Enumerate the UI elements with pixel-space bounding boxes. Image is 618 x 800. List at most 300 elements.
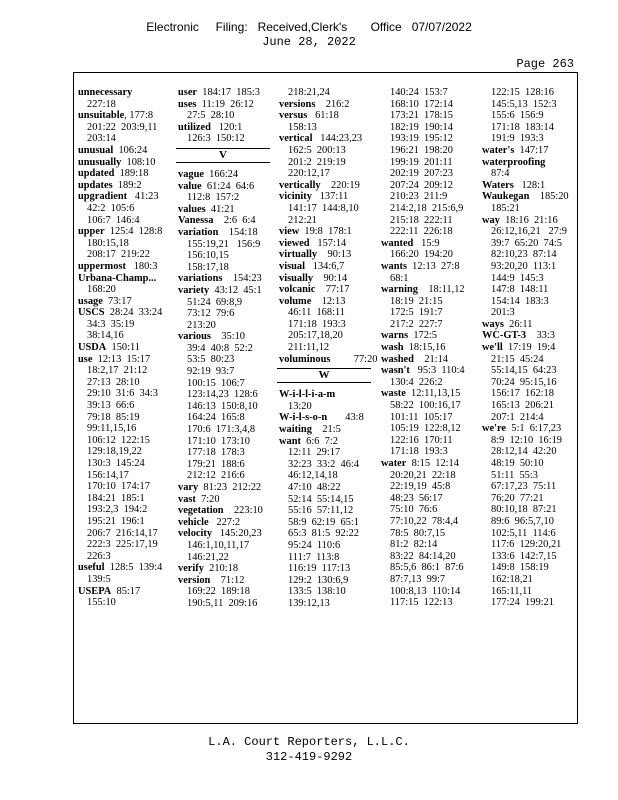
page-line-refs-continued <box>381 597 465 609</box>
page-line-refs: 117:15 122:13 <box>390 597 453 609</box>
page-line-refs: 85:17 <box>111 585 141 597</box>
page-line-refs: 39:7 65:20 74:5 <box>491 237 563 249</box>
page-line-refs-continued <box>381 574 465 586</box>
page-line-refs: 120:1 <box>210 121 243 133</box>
index-term: unsuitable <box>78 110 125 122</box>
page-line-refs-continued <box>482 99 569 111</box>
page-line-refs: 129:2 130:6,9 <box>288 574 349 586</box>
page-line-refs: 28:12,14 42:20 <box>491 446 557 458</box>
index-column-1 <box>78 87 162 609</box>
page-line-refs-continued <box>78 238 162 250</box>
index-entry <box>381 342 465 354</box>
index-entry <box>78 157 162 169</box>
index-entry <box>279 226 377 238</box>
page-line-refs: 77:20 <box>330 353 378 365</box>
page-line-refs: 95:24 110:6 <box>288 539 341 551</box>
page-line-refs: 58:9 62:19 65:1 <box>288 516 360 528</box>
page-line-refs-continued <box>78 377 162 389</box>
index-entry <box>78 226 162 238</box>
page-line-refs: 112:8 157:2 <box>187 192 240 204</box>
index-term: vertical <box>279 133 313 145</box>
page-line-refs: 105:19 122:8,12 <box>390 423 461 435</box>
page-line-refs-continued <box>78 215 162 227</box>
page-line-refs-continued <box>381 435 465 447</box>
page-line-refs-continued <box>482 516 569 528</box>
index-entry <box>178 517 270 529</box>
page-line-refs-continued <box>178 133 270 145</box>
page-line-refs: 41:23 <box>127 191 159 203</box>
page-line-refs: 207:24 209:12 <box>390 179 453 191</box>
page-line-refs-continued <box>381 516 465 528</box>
index-term: waiting <box>279 424 312 436</box>
page-line-refs: 126:3 150:12 <box>187 133 245 145</box>
reporter-phone: 312-419-9292 <box>265 750 353 764</box>
index-term: unusually <box>78 156 122 168</box>
page-line-refs: 205:17,18,20 <box>288 330 343 342</box>
index-entry <box>381 458 465 470</box>
page-line-refs-continued <box>381 319 465 331</box>
page-line-refs: 39:4 40:8 52:2 <box>187 342 253 354</box>
index-term: vague <box>178 168 204 180</box>
index-term: unusual <box>78 144 114 156</box>
page-line-refs-continued <box>381 307 465 319</box>
index-entry <box>178 215 270 227</box>
page-line-refs: 128:5 139:4 <box>104 562 163 574</box>
page-line-refs-continued <box>78 133 162 145</box>
page-line-refs-continued <box>78 597 162 609</box>
index-term: wasn't <box>381 365 410 377</box>
page-line-refs: 177:18 178:3 <box>187 447 245 459</box>
page-line-refs: 165:11,11 <box>491 585 533 597</box>
page-line-refs-continued <box>178 250 270 262</box>
page-line-refs-continued <box>178 354 270 366</box>
page-line-refs: 145:20,23 <box>212 528 262 540</box>
page-line-refs: 207:1 214:4 <box>491 411 544 423</box>
index-term: W-i-l-s-o-n <box>279 412 328 424</box>
page-line-refs: 87:7,13 99:7 <box>390 573 446 585</box>
page-line-refs: 218:21,24 <box>288 87 330 98</box>
page-line-refs: 5:1 6:17,23 <box>506 423 562 435</box>
index-entry <box>178 505 270 517</box>
page-line-refs-continued <box>279 122 377 134</box>
index-entry <box>482 180 569 192</box>
index-term: variation <box>178 226 219 238</box>
page-line-refs: 179:21 188:6 <box>187 458 245 470</box>
page-line-refs-continued <box>381 168 465 180</box>
page-line-refs-continued <box>482 481 569 493</box>
page-line-refs: 170:6 171:3,4,8 <box>187 424 256 436</box>
index-entry <box>279 133 377 145</box>
index-entry <box>178 273 270 285</box>
page-line-refs-continued <box>178 598 270 610</box>
index-entry <box>78 145 162 157</box>
page-line-refs: 157:14 <box>309 237 347 249</box>
index-column-5 <box>482 87 569 609</box>
page-line-refs-continued <box>78 122 162 134</box>
page-line-refs: 154:23 <box>222 273 262 285</box>
page-line-refs-continued <box>482 87 569 99</box>
page-line-refs: 95:3 110:4 <box>409 365 465 377</box>
index-term: vehicle <box>178 516 209 528</box>
page-line-refs: 117:6 129:20,21 <box>491 539 562 551</box>
page-line-refs-continued <box>178 586 270 598</box>
page-line-refs: 158:17,18 <box>187 261 229 273</box>
page-line-refs: 55:16 57:11,12 <box>288 505 354 517</box>
page-line-refs-continued <box>381 586 465 598</box>
page-line-refs: 201:3 <box>491 307 515 319</box>
page-line-refs: 35:10 <box>210 331 245 343</box>
page-line-refs: 166:24 <box>203 168 239 180</box>
page-line-refs: 171:18 183:14 <box>491 121 554 133</box>
index-term: W-i-l-l-i-a-m <box>279 389 336 401</box>
page-line-refs-continued <box>482 377 569 389</box>
page-line-refs: 48:19 50:10 <box>491 458 544 469</box>
page-line-refs-continued <box>482 400 569 412</box>
page-line-refs: 139:5 <box>87 573 111 585</box>
index-entry <box>381 388 465 400</box>
page-line-refs: 130:3 145:24 <box>87 458 145 469</box>
index-entry <box>482 423 569 435</box>
page-line-refs: 34:3 35:19 <box>87 318 135 330</box>
page-line-refs-continued <box>381 504 465 516</box>
page-line-refs-continued <box>279 494 377 506</box>
page-line-refs: 133:6 142:7,15 <box>491 550 557 562</box>
page-line-refs: 212:21 <box>288 214 317 226</box>
page-line-refs: 43:8 <box>327 412 364 424</box>
index-term: washed <box>381 353 414 365</box>
index-term: various <box>178 331 211 343</box>
page-line-refs: 12:13 <box>311 295 346 307</box>
page-line-refs: 210:23 211:9 <box>390 191 448 203</box>
index-term: version <box>178 574 211 586</box>
index-term: way <box>482 214 500 226</box>
page-line-refs-continued <box>279 540 377 552</box>
index-entry <box>78 354 162 366</box>
page-line-refs-continued <box>78 481 162 493</box>
page-line-refs: 180:15,18 <box>87 237 129 249</box>
page-line-refs-continued <box>482 168 569 180</box>
page-line-refs-continued <box>381 273 465 285</box>
page-line-refs: 38:14,16 <box>87 330 124 342</box>
index-entry <box>78 168 162 180</box>
page-line-refs-continued <box>279 586 377 598</box>
index-term: upgradient <box>78 191 128 203</box>
page-line-refs: 149:8 158:19 <box>491 562 549 574</box>
page-line-refs: 70:24 95:15,16 <box>491 376 557 388</box>
page-line-refs-continued <box>482 110 569 122</box>
page-line-refs: 102:5,11 114:6 <box>491 527 556 539</box>
page-line-refs-continued <box>78 516 162 528</box>
index-term: water's <box>482 144 515 156</box>
page-line-refs-continued <box>381 133 465 145</box>
index-term: wants <box>381 260 407 272</box>
page-line-refs: 21:15 45:24 <box>491 353 544 365</box>
page-line-refs: 201:2 219:19 <box>288 156 346 168</box>
page-line-refs: 65:3 81:5 92:22 <box>288 528 360 540</box>
page-line-refs: 21:14 <box>413 353 448 365</box>
page-line-refs-continued <box>279 482 377 494</box>
index-term: updated <box>78 168 115 180</box>
page-line-refs-continued <box>178 552 270 564</box>
page-line-refs-continued <box>279 459 377 471</box>
index-entry <box>279 284 377 296</box>
page-line-refs-continued <box>482 203 569 215</box>
page-line-refs-continued <box>279 470 377 482</box>
page-line-refs-continued <box>178 470 270 482</box>
page-line-refs: 47:10 48:22 <box>288 482 341 493</box>
index-entry <box>279 110 377 122</box>
page-line-refs: 12:13 27:8 <box>406 260 460 272</box>
page-line-refs: 46:12,14,18 <box>288 470 338 482</box>
page-line-refs: 61:18 <box>307 110 339 122</box>
index-term: we're <box>482 423 507 435</box>
page-line-refs-continued <box>482 307 569 319</box>
page-line-refs-continued <box>78 388 162 400</box>
page-line-refs-continued <box>482 122 569 134</box>
page-line-refs: 168:10 172:14 <box>390 98 453 110</box>
index-entry <box>279 238 377 250</box>
page-line-refs-continued <box>482 354 569 366</box>
page-line-refs: 18:16 21:16 <box>499 214 558 226</box>
page-line-refs-continued <box>279 319 377 331</box>
page-line-refs: 51:11 55:3 <box>491 469 538 481</box>
page-line-refs: 195:21 196:1 <box>87 515 145 527</box>
page-line-refs: 180:3 <box>125 260 158 272</box>
page-line-refs: 137:11 <box>311 191 349 203</box>
index-entry <box>381 238 465 250</box>
page-line-refs-continued <box>178 412 270 424</box>
page-line-refs: 122:15 128:16 <box>491 87 554 98</box>
page-line-refs: 222:3 225:17,19 <box>87 539 158 551</box>
page-line-refs-continued <box>279 563 377 575</box>
page-line-refs: 8:9 12:10 16:19 <box>491 434 563 446</box>
page-line-refs: 12:11,13,15 <box>405 388 461 400</box>
page-line-refs-continued <box>279 307 377 319</box>
page-line-refs-continued <box>381 412 465 424</box>
page-line-refs-continued <box>482 226 569 238</box>
page-line-refs-continued <box>178 424 270 436</box>
index-term: want <box>279 435 301 447</box>
index-term: volcanic <box>279 284 316 296</box>
page-line-refs-continued <box>178 436 270 448</box>
page-line-refs-continued <box>279 87 377 99</box>
page-line-refs-continued <box>78 551 162 563</box>
page-line-refs: 19:8 178:1 <box>299 226 352 238</box>
page-line-refs: 18:19 21:15 <box>390 295 443 307</box>
page-line-refs: 154:18 <box>218 226 258 238</box>
page-line-refs-continued <box>78 365 162 377</box>
page-line-refs: 155:10 <box>87 597 116 609</box>
page-line-refs: 12:11 29:17 <box>288 447 341 459</box>
page-line-refs: 18:2,17 21:12 <box>87 365 148 377</box>
index-term: voluminous <box>279 353 331 365</box>
page-line-refs-continued <box>279 528 377 540</box>
index-entry <box>482 157 569 169</box>
index-frame <box>73 72 578 724</box>
page-line-refs: 81:2 82:14 <box>390 539 438 551</box>
page-line-refs-continued <box>178 389 270 401</box>
page-line-refs: 222:11 226:18 <box>390 226 453 238</box>
page-line-refs: 210:18 <box>203 563 239 575</box>
page-line-refs-continued <box>78 435 162 447</box>
index-term: vast <box>178 493 196 505</box>
index-term: water <box>381 458 407 469</box>
page-line-refs: 206:7 216:14,17 <box>87 527 158 539</box>
page-line-refs: 193:2,3 194:2 <box>87 504 148 516</box>
page-line-refs-continued <box>381 122 465 134</box>
index-term: Urbana-Champ... <box>78 272 157 284</box>
page-line-refs: 199:19 201:11 <box>390 156 453 168</box>
index-term: USEPA <box>78 585 112 597</box>
index-entry <box>78 342 162 354</box>
index-entry <box>279 296 377 308</box>
section-letter-heading: W <box>277 368 371 383</box>
page-line-refs: 141:17 144:8,10 <box>288 202 359 214</box>
page-line-refs-continued <box>178 239 270 251</box>
index-entry <box>482 342 569 354</box>
page-line-refs-continued <box>482 493 569 505</box>
page-line-refs: 11:19 26:12 <box>196 98 254 110</box>
page-line-refs: 53:5 80:23 <box>187 354 235 366</box>
index-term: wash <box>381 342 404 354</box>
page-line-refs-continued <box>381 528 465 540</box>
index-entry <box>381 261 465 273</box>
page-line-refs: 18:11,12 <box>417 284 465 296</box>
page-line-refs-continued <box>78 493 162 505</box>
page-line-refs-continued <box>381 400 465 412</box>
page-line-refs: 201:22 203:9,11 <box>87 121 158 133</box>
reporter-name: L.A. Court Reporters, L.L.C. <box>208 735 410 749</box>
page-line-refs-continued <box>482 273 569 285</box>
page-line-refs-continued <box>482 562 569 574</box>
page-line-refs: 169:22 189:18 <box>187 586 250 598</box>
index-entry <box>381 330 465 342</box>
page-line-refs: 71:12 <box>210 574 245 586</box>
page-line-refs: 99:11,15,16 <box>87 423 137 435</box>
page-line-refs: 85:5,6 86:1 87:6 <box>390 562 464 574</box>
index-term: vertically <box>279 179 321 191</box>
page-line-refs: 185:21 <box>491 202 520 214</box>
page-line-refs: 189:18 <box>114 168 149 180</box>
page-line-refs: 144:9 145:3 <box>491 272 544 284</box>
index-entry <box>279 261 377 273</box>
page-line-refs: 61:24 64:6 <box>201 180 255 192</box>
page-line-refs: 125:4 128:8 <box>104 226 163 238</box>
page-line-refs-continued <box>178 366 270 378</box>
page-line-refs: 39:13 66:6 <box>87 400 135 412</box>
page-line-refs-continued <box>279 342 377 354</box>
index-term: unnecessary <box>78 87 133 98</box>
page-line-refs: 154:14 183:3 <box>491 295 549 307</box>
index-entry <box>78 296 162 308</box>
page-line-refs: 155:6 156:9 <box>491 110 544 122</box>
page-line-refs: 140:24 153:7 <box>390 87 448 98</box>
page-line-refs: 156:17 162:18 <box>491 388 554 400</box>
page-line-refs: 77:10,22 78:4,4 <box>390 515 459 527</box>
index-term: volume <box>279 295 312 307</box>
index-term: variety <box>178 284 210 296</box>
page-line-refs: 165:13 206:21 <box>491 400 554 412</box>
page-line-refs: 82:10,23 87:14 <box>491 249 557 261</box>
page-line-refs-continued <box>279 552 377 564</box>
index-term: we'll <box>482 342 503 354</box>
page-line-refs: 128:1 <box>513 179 546 191</box>
page-line-refs-continued <box>279 447 377 459</box>
page-line-refs: 170:10 174:17 <box>87 481 150 493</box>
page-line-refs-continued <box>381 226 465 238</box>
page-line-refs: 168:20 <box>87 284 116 296</box>
index-entry <box>279 180 377 192</box>
page-line-refs: 156:14,17 <box>87 469 129 481</box>
page-line-refs-continued <box>482 133 569 145</box>
page-line-refs-continued <box>78 412 162 424</box>
page-line-refs-continued <box>279 145 377 157</box>
index-entry <box>78 180 162 192</box>
page-line-refs-continued <box>178 262 270 274</box>
index-entry <box>178 575 270 587</box>
page-line-refs: 12:13 15:17 <box>92 353 151 365</box>
page-line-refs: 185:20 <box>529 191 569 203</box>
page-line-refs-continued <box>381 203 465 215</box>
page-line-refs-continued <box>178 192 270 204</box>
index-term: utilized <box>178 121 211 133</box>
page-line-refs: 162:18,21 <box>491 573 533 585</box>
index-entry <box>78 261 162 273</box>
page-line-refs-continued <box>381 539 465 551</box>
page-line-refs: 29:10 31:6 34:3 <box>87 388 159 400</box>
index-entry <box>78 273 162 285</box>
page-line-refs-continued <box>381 481 465 493</box>
index-entry <box>482 191 569 203</box>
page-line-refs: 87:4 <box>491 168 510 180</box>
index-entry <box>178 285 270 297</box>
page-line-refs-continued <box>482 296 569 308</box>
index-entry <box>178 204 270 216</box>
page-line-refs: 220:12,17 <box>288 168 330 180</box>
page-line-refs-continued <box>381 110 465 122</box>
page-line-refs: 42:2 105:6 <box>87 202 135 214</box>
page-line-refs-continued <box>78 330 162 342</box>
page-line-refs: 184:21 185:1 <box>87 492 145 504</box>
index-entry <box>78 307 162 319</box>
page-line-refs-continued <box>78 400 162 412</box>
page-line-refs-continued <box>78 319 162 331</box>
page-number: Page 263 <box>516 57 574 71</box>
index-term: uses <box>178 98 197 110</box>
page-line-refs-continued <box>482 458 569 470</box>
page-line-refs-continued <box>381 99 465 111</box>
page-line-refs: 171:18 193:3 <box>390 446 448 458</box>
page-line-refs-continued <box>381 377 465 389</box>
index-term: vicinity <box>279 191 312 203</box>
page-line-refs: 32:23 33:2 46:4 <box>288 458 360 470</box>
page-line-refs: 134:6,7 <box>305 260 345 272</box>
page-line-refs: 139:12,13 <box>288 597 330 609</box>
index-term: velocity <box>178 528 213 540</box>
index-term: versus <box>279 110 308 122</box>
page-line-refs-continued <box>482 412 569 424</box>
page-line-refs-continued <box>78 423 162 435</box>
page-line-refs: 58:22 100:16,17 <box>390 400 461 412</box>
index-entry <box>482 319 569 331</box>
page-line-refs: 43:12 45:1 <box>209 284 262 296</box>
index-term: values <box>178 203 206 215</box>
page-line-refs: 26:12,16,21 27:9 <box>491 226 567 238</box>
page-line-refs: 20:20,21 22:18 <box>390 469 456 481</box>
page-line-refs: 193:19 195:12 <box>390 133 453 145</box>
page-line-refs: 146:1,10,11,17 <box>187 539 250 551</box>
page-line-refs-continued <box>78 99 162 111</box>
